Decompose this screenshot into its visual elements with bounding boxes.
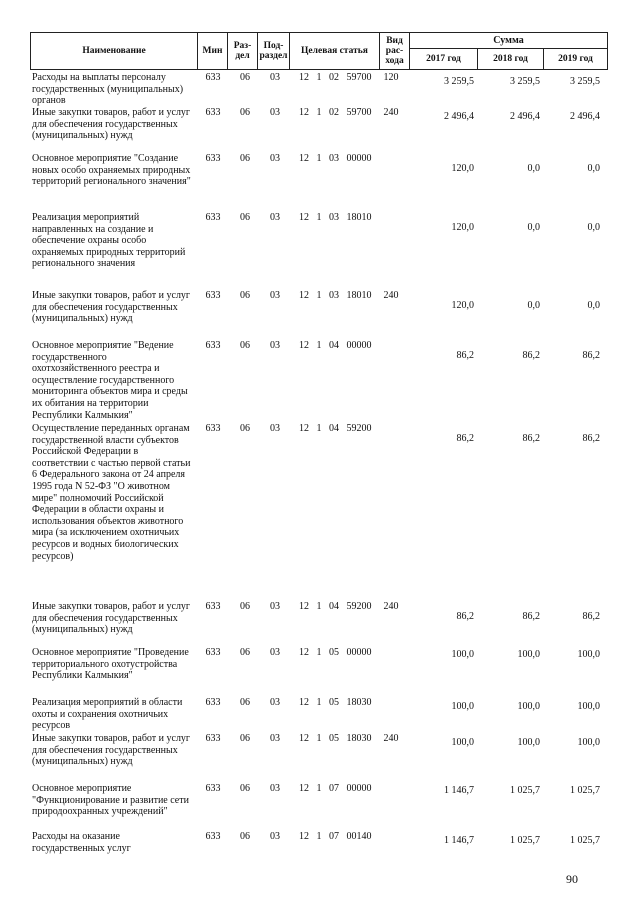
row-target-event: 03 <box>329 153 339 164</box>
row-sum-2018: 1 025,7 <box>510 785 540 796</box>
row-target-program: 12 <box>299 831 309 842</box>
row-sum-2019: 86,2 <box>582 611 600 622</box>
row-sum-2018: 100,0 <box>517 737 540 748</box>
row-sum-2019: 2 496,4 <box>570 111 600 122</box>
row-sum-2018: 0,0 <box>527 222 540 233</box>
row-sum-2017: 120,0 <box>451 163 474 174</box>
row-min: 633 <box>205 290 221 301</box>
row-sum-2019: 100,0 <box>577 649 600 660</box>
row-target-event: 03 <box>329 290 339 301</box>
row-target-sub: 1 <box>316 153 322 164</box>
row-name: Иные закупки товаров, работ и услуг для обеспечения государственных (муниципальных) нужд <box>32 290 191 325</box>
row-target-sub: 1 <box>316 107 322 118</box>
row-name: Иные закупки товаров, работ и услуг для обеспечения государственных (муниципальных) нужд <box>32 107 191 142</box>
row-target-sub: 1 <box>316 647 322 658</box>
row-sum-2017: 86,2 <box>456 350 474 361</box>
header-2019: 2019 год <box>544 49 608 69</box>
row-razdel: 06 <box>240 290 250 301</box>
row-name: Иные закупки товаров, работ и услуг для обеспечения государственных (муниципальных) нужд <box>32 733 191 768</box>
row-target-event: 05 <box>329 697 339 708</box>
row-podrazdel: 03 <box>270 212 280 223</box>
header-2017: 2017 год <box>410 49 478 69</box>
row-sum-2018: 100,0 <box>517 649 540 660</box>
row-vid: 240 <box>383 107 399 118</box>
table-header <box>30 32 608 70</box>
row-target-sub: 1 <box>316 290 322 301</box>
row-sum-2019: 3 259,5 <box>570 76 600 87</box>
row-razdel: 06 <box>240 107 250 118</box>
row-target-event: 03 <box>329 212 339 223</box>
row-sum-2017: 86,2 <box>456 433 474 444</box>
row-min: 633 <box>205 647 221 658</box>
row-razdel: 06 <box>240 601 250 612</box>
row-name: Основное мероприятие "Функционирование и развитие сети природоохранных учреждений" <box>32 783 189 818</box>
row-podrazdel: 03 <box>270 601 280 612</box>
row-podrazdel: 03 <box>270 733 280 744</box>
row-sum-2017: 86,2 <box>456 611 474 622</box>
row-podrazdel: 03 <box>270 153 280 164</box>
row-sum-2018: 2 496,4 <box>510 111 540 122</box>
row-min: 633 <box>205 423 221 434</box>
row-target-program: 12 <box>299 290 309 301</box>
row-target-sub: 1 <box>316 423 322 434</box>
row-sum-2017: 100,0 <box>451 701 474 712</box>
row-razdel: 06 <box>240 831 250 842</box>
row-sum-2019: 100,0 <box>577 737 600 748</box>
header-2018: 2018 год <box>478 49 544 69</box>
row-target-program: 12 <box>299 340 309 351</box>
row-sum-2017: 100,0 <box>451 649 474 660</box>
row-target-program: 12 <box>299 423 309 434</box>
row-min: 633 <box>205 697 221 708</box>
row-sum-2019: 100,0 <box>577 701 600 712</box>
row-razdel: 06 <box>240 783 250 794</box>
row-target-direction: 00000 <box>346 340 372 351</box>
row-podrazdel: 03 <box>270 107 280 118</box>
row-sum-2019: 0,0 <box>587 163 600 174</box>
row-target-program: 12 <box>299 697 309 708</box>
header-sum: Сумма <box>410 33 608 49</box>
row-target-program: 12 <box>299 647 309 658</box>
row-target-program: 12 <box>299 153 309 164</box>
row-sum-2017: 1 146,7 <box>444 835 474 846</box>
row-podrazdel: 03 <box>270 72 280 83</box>
row-sum-2017: 100,0 <box>451 737 474 748</box>
row-sum-2019: 86,2 <box>582 433 600 444</box>
row-razdel: 06 <box>240 423 250 434</box>
row-sum-2018: 100,0 <box>517 701 540 712</box>
row-target-event: 02 <box>329 107 339 118</box>
row-razdel: 06 <box>240 212 250 223</box>
row-target-sub: 1 <box>316 783 322 794</box>
row-name: Основное мероприятие "Ведение государственного охотхозяйственного реестра и осуществление государственного мониторинга объектов мира и среды их обитания на территории Республики Калмыкия" <box>32 340 188 421</box>
row-min: 633 <box>205 831 221 842</box>
row-sum-2019: 1 025,7 <box>570 785 600 796</box>
row-target-event: 02 <box>329 72 339 83</box>
row-sum-2018: 0,0 <box>527 300 540 311</box>
row-target-sub: 1 <box>316 72 322 83</box>
row-sum-2019: 86,2 <box>582 350 600 361</box>
row-target-sub: 1 <box>316 340 322 351</box>
row-target-program: 12 <box>299 212 309 223</box>
row-sum-2018: 0,0 <box>527 163 540 174</box>
row-target-sub: 1 <box>316 601 322 612</box>
row-sum-2018: 86,2 <box>522 350 540 361</box>
row-name: Реализация мероприятий направленных на создание и обеспечение охраны особо охраняемых природных территорий регионального значения <box>32 212 186 270</box>
row-podrazdel: 03 <box>270 831 280 842</box>
row-target-program: 12 <box>299 783 309 794</box>
row-podrazdel: 03 <box>270 697 280 708</box>
row-target-event: 07 <box>329 783 339 794</box>
row-target-direction: 59700 <box>346 72 372 83</box>
row-target-event: 05 <box>329 647 339 658</box>
row-sum-2018: 86,2 <box>522 611 540 622</box>
row-vid: 240 <box>383 290 399 301</box>
row-target-direction: 00000 <box>346 647 372 658</box>
row-sum-2018: 1 025,7 <box>510 835 540 846</box>
row-name: Расходы на оказание государственных услуг <box>32 831 131 854</box>
row-target-event: 04 <box>329 423 339 434</box>
row-sum-2019: 0,0 <box>587 222 600 233</box>
row-sum-2019: 0,0 <box>587 300 600 311</box>
row-target-direction: 59200 <box>346 423 372 434</box>
row-podrazdel: 03 <box>270 647 280 658</box>
row-target-direction: 59200 <box>346 601 372 612</box>
row-name: Основное мероприятие "Проведение территориального охотустройства Республики Калмыкия" <box>32 647 189 682</box>
row-podrazdel: 03 <box>270 290 280 301</box>
row-target-direction: 00000 <box>346 783 372 794</box>
row-target-direction: 00000 <box>346 153 372 164</box>
row-vid: 120 <box>383 72 399 83</box>
row-name: Расходы на выплаты персоналу государственных (муниципальных) органов <box>32 72 184 107</box>
row-target-event: 04 <box>329 601 339 612</box>
row-target-sub: 1 <box>316 697 322 708</box>
header-razdel: Раз-дел <box>228 33 258 69</box>
header-podrazdel: Под-раздел <box>258 33 290 69</box>
row-sum-2017: 120,0 <box>451 300 474 311</box>
row-razdel: 06 <box>240 733 250 744</box>
row-sum-2017: 3 259,5 <box>444 76 474 87</box>
row-sum-2019: 1 025,7 <box>570 835 600 846</box>
row-target-program: 12 <box>299 107 309 118</box>
row-target-program: 12 <box>299 601 309 612</box>
row-min: 633 <box>205 212 221 223</box>
row-min: 633 <box>205 72 221 83</box>
row-target-direction: 18010 <box>346 290 372 301</box>
row-sum-2017: 1 146,7 <box>444 785 474 796</box>
row-target-direction: 18030 <box>346 733 372 744</box>
row-target-event: 07 <box>329 831 339 842</box>
header-vid: Вид рас-хода <box>380 33 410 69</box>
row-name: Осуществление переданных органам государственной власти субъектов Российской Федерации в соответствии с частью первой статьи 6 Федерального закона от 24 апреля 1995 года N 52-ФЗ "О животном мире" полномочий Российской Федерации в области охраны и использования объектов животного мира (за исключением охотничьих ресурсов и водных биологических ресурсов) <box>32 423 191 562</box>
row-razdel: 06 <box>240 153 250 164</box>
row-sum-2018: 3 259,5 <box>510 76 540 87</box>
row-podrazdel: 03 <box>270 783 280 794</box>
row-name: Реализация мероприятий в области охоты и сохранения охотничьих ресурсов <box>32 697 183 732</box>
row-target-event: 04 <box>329 340 339 351</box>
header-target: Целевая статья <box>290 33 380 69</box>
row-name: Иные закупки товаров, работ и услуг для обеспечения государственных (муниципальных) нужд <box>32 601 191 636</box>
row-target-direction: 59700 <box>346 107 372 118</box>
row-target-program: 12 <box>299 733 309 744</box>
row-podrazdel: 03 <box>270 340 280 351</box>
row-target-direction: 00140 <box>346 831 372 842</box>
row-target-sub: 1 <box>316 212 322 223</box>
row-target-program: 12 <box>299 72 309 83</box>
row-vid: 240 <box>383 733 399 744</box>
row-target-sub: 1 <box>316 831 322 842</box>
row-target-direction: 18030 <box>346 697 372 708</box>
row-razdel: 06 <box>240 340 250 351</box>
row-sum-2018: 86,2 <box>522 433 540 444</box>
row-name: Основное мероприятие "Создание новых особо охраняемых природных территорий регионального значения" <box>32 153 191 188</box>
row-min: 633 <box>205 340 221 351</box>
row-vid: 240 <box>383 601 399 612</box>
row-min: 633 <box>205 107 221 118</box>
row-razdel: 06 <box>240 72 250 83</box>
row-min: 633 <box>205 783 221 794</box>
row-sum-2017: 2 496,4 <box>444 111 474 122</box>
header-name: Наименование <box>30 33 198 69</box>
row-min: 633 <box>205 601 221 612</box>
row-min: 633 <box>205 733 221 744</box>
row-sum-2017: 120,0 <box>451 222 474 233</box>
row-target-direction: 18010 <box>346 212 372 223</box>
row-razdel: 06 <box>240 697 250 708</box>
row-podrazdel: 03 <box>270 423 280 434</box>
page-number: 90 <box>566 872 578 886</box>
header-min: Мин <box>198 33 228 69</box>
row-target-event: 05 <box>329 733 339 744</box>
row-target-sub: 1 <box>316 733 322 744</box>
row-razdel: 06 <box>240 647 250 658</box>
row-min: 633 <box>205 153 221 164</box>
